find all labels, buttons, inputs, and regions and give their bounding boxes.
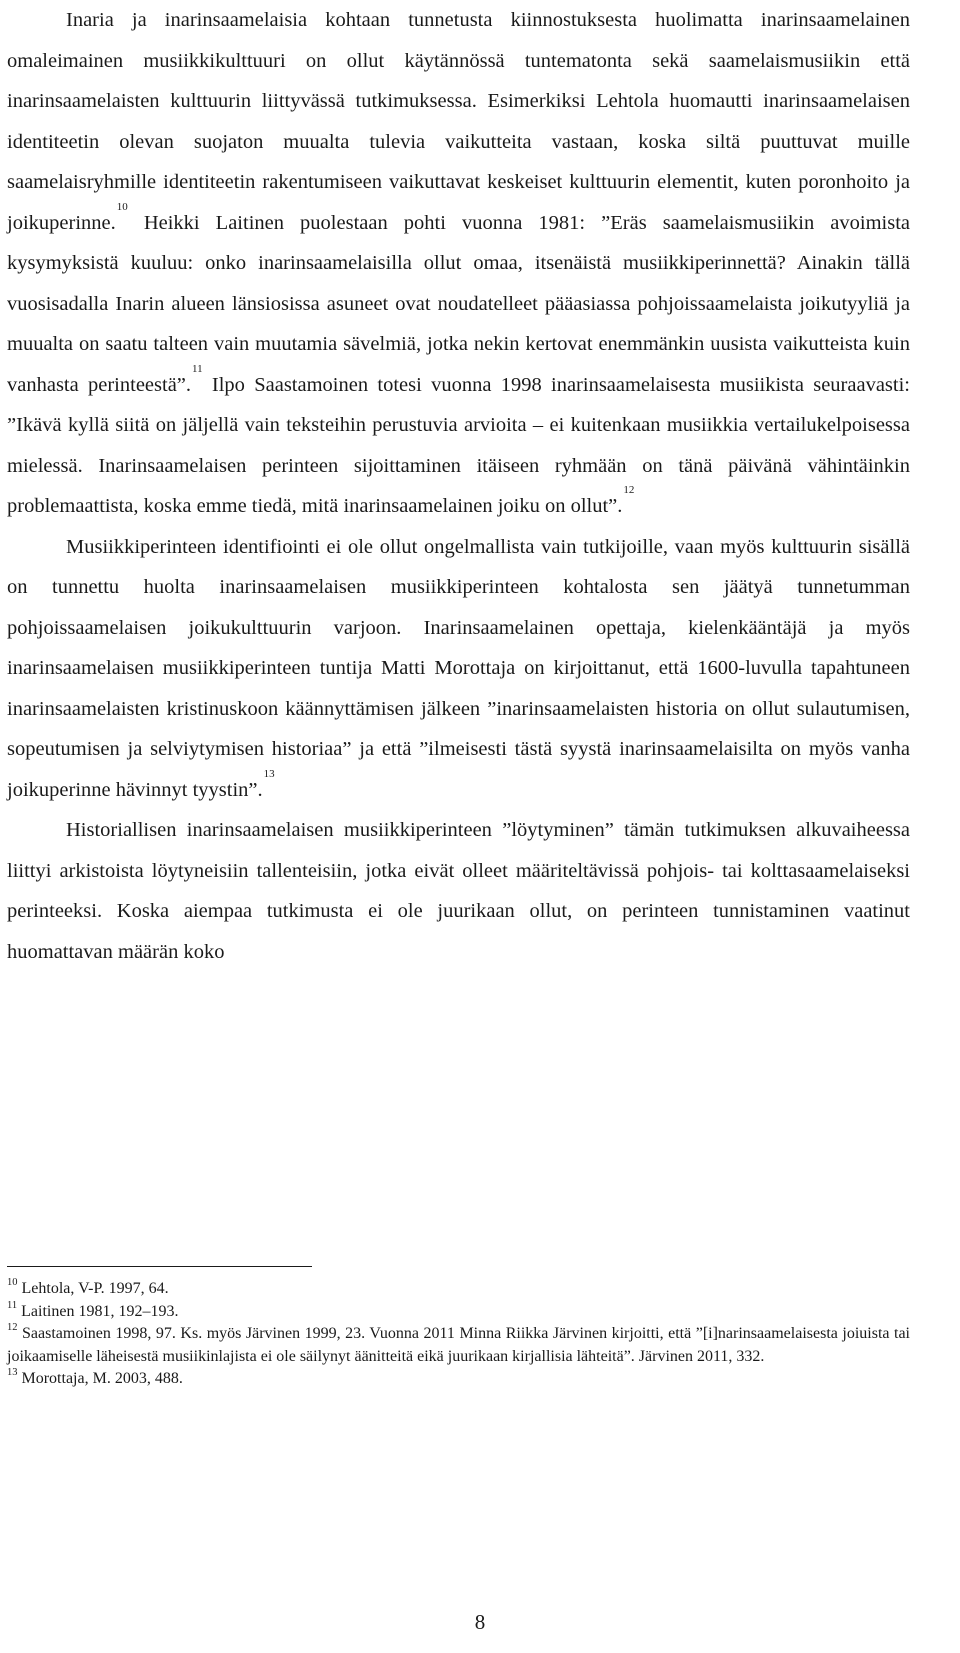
footnote-separator: [7, 1266, 312, 1267]
paragraph-text: Historiallisen inarinsaamelaisen musiikkiperinteen ”löytyminen” tämän tutkimuksen alkuvaiheessa liittyi arkistoista löytyneisiin tallenteisiin, jotka eivät olleet määriteltävissä pohjois- tai kolttasaamelaiseksi perinteeksi. Koska aiempaa tutkimusta ei ole juurikaan ollut, on perinteen tunnistaminen vaatinut huomattavan määrän koko: [7, 819, 910, 963]
footnote-ref-13: 13: [263, 767, 275, 780]
paragraph-2: [7, 527, 910, 811]
footnote-text: Laitinen 1981, 192–193.: [21, 1302, 179, 1320]
paragraph-3: [7, 810, 910, 972]
paragraph-text: Ilpo Saastamoinen totesi vuonna 1998 inarinsaamelaisesta musiikista seuraavasti: ”Ikävä kyllä siitä on jäljellä vain teksteihin perustuvia arvioita – ei kuitenkaan musiikkia vertailukelpoisessa mielessä. Inarinsaamelaisen perinteen sijoittaminen itäiseen ryhmään on tänä päivänä vähintäinkin problemaattista, koska emme tiedä, mitä inarinsaamelainen joiku on ollut”.: [7, 373, 910, 517]
footnote-text: Saastamoinen 1998, 97. Ks. myös Järvinen 1999, 23. Vuonna 2011 Minna Riikka Järvinen kirjoitti, että ”[i]narinsaamelaisesta joiuista tai joikaamiselle läheisestä musiikinlajista ei ole säilynyt äänitteitä eikä juurikaan kirjallisia lähteitä”. Järvinen 2011, 332.: [7, 1325, 910, 1365]
footnote-number: 10: [7, 1277, 18, 1288]
footnote-11: [7, 1301, 910, 1324]
paragraph-text: Musiikkiperinteen identifiointi ei ole ollut ongelmallista vain tutkijoille, vaan myös kulttuurin sisällä on tunnettu huolta inarinsaamelaisen musiikkiperinteen kohtalosta sen jäätyä tunnetumman pohjoissaamelaisen joikukulttuurin varjoon. Inarinsaamelainen opettaja, kielenkääntäjä ja myös inarinsaamelaisen musiikkiperinteen tuntija Matti Morottaja on kirjoittanut, että 1600-luvulla tapahtuneen inarinsaamelaisten kristinuskoon käännyttämisen jälkeen ”inarinsaamelaisten historia on ollut sulautumisen, sopeutumisen ja selviytymisen historiaa” ja että ”ilmeisesti tästä syystä inarinsaamelaisilta on myös vanha joikuperinne hävinnyt tyystin”.: [7, 535, 910, 801]
footnote-13: [7, 1368, 910, 1391]
footnote-number: 12: [7, 1322, 18, 1334]
paragraph-1: [7, 0, 910, 527]
footnote-ref-12: 12: [623, 484, 635, 496]
footnote-number: 11: [7, 1299, 18, 1311]
footnote-text: Morottaja, M. 2003, 488.: [21, 1370, 183, 1388]
body-text: [7, 0, 910, 972]
footnote-12: [7, 1323, 910, 1368]
footnote-ref-11: 11: [192, 362, 203, 375]
footnotes: [7, 1278, 910, 1391]
page-number: 8: [474, 1610, 486, 1634]
paragraph-text: Inaria ja inarinsaamelaisia kohtaan tunnetusta kiinnostuksesta huolimatta inarinsaamelainen omaleimainen musiikkikulttuuri on ollut käytännössä tuntematonta sekä saamelaismusiikin että inarinsaamelaisten kulttuurin liittyvässä tutkimuksessa. Esimerkiksi Lehtola huomautti inarinsaamelaisen identiteetin olevan suojaton muualta tulevia vaikutteita vastaan, koska siltä puuttuvat muille saamelaisryhmille identiteetin rakentumiseen vaikuttavat keskeiset kulttuurin elementit, kuten poronhoito ja joikuperinne.: [7, 9, 910, 234]
paragraph-text: Heikki Laitinen puolestaan pohti vuonna 1981: ”Eräs saamelaismusiikin avoimista kysymyksistä kuuluu: onko inarinsaamelaisilla ollut omaa, itsenäistä musiikkiperinnettä? Ainakin tällä vuosisadalla Inarin alueen länsiosissa asuneet ovat noudatelleet pääasiassa pohjoissaamelaista joikutyyliä ja muualta on saatu talteen vain muutamia sävelmiä, jotka nekin kertovat enemmänkin uusista vaikutteista kuin vanhasta perinteestä”.: [7, 211, 910, 396]
footnote-number: 13: [7, 1367, 18, 1379]
footnote-text: Lehtola, V-P. 1997, 64.: [21, 1280, 169, 1297]
footnote-10: [7, 1278, 910, 1301]
footnote-ref-10: 10: [116, 200, 128, 213]
